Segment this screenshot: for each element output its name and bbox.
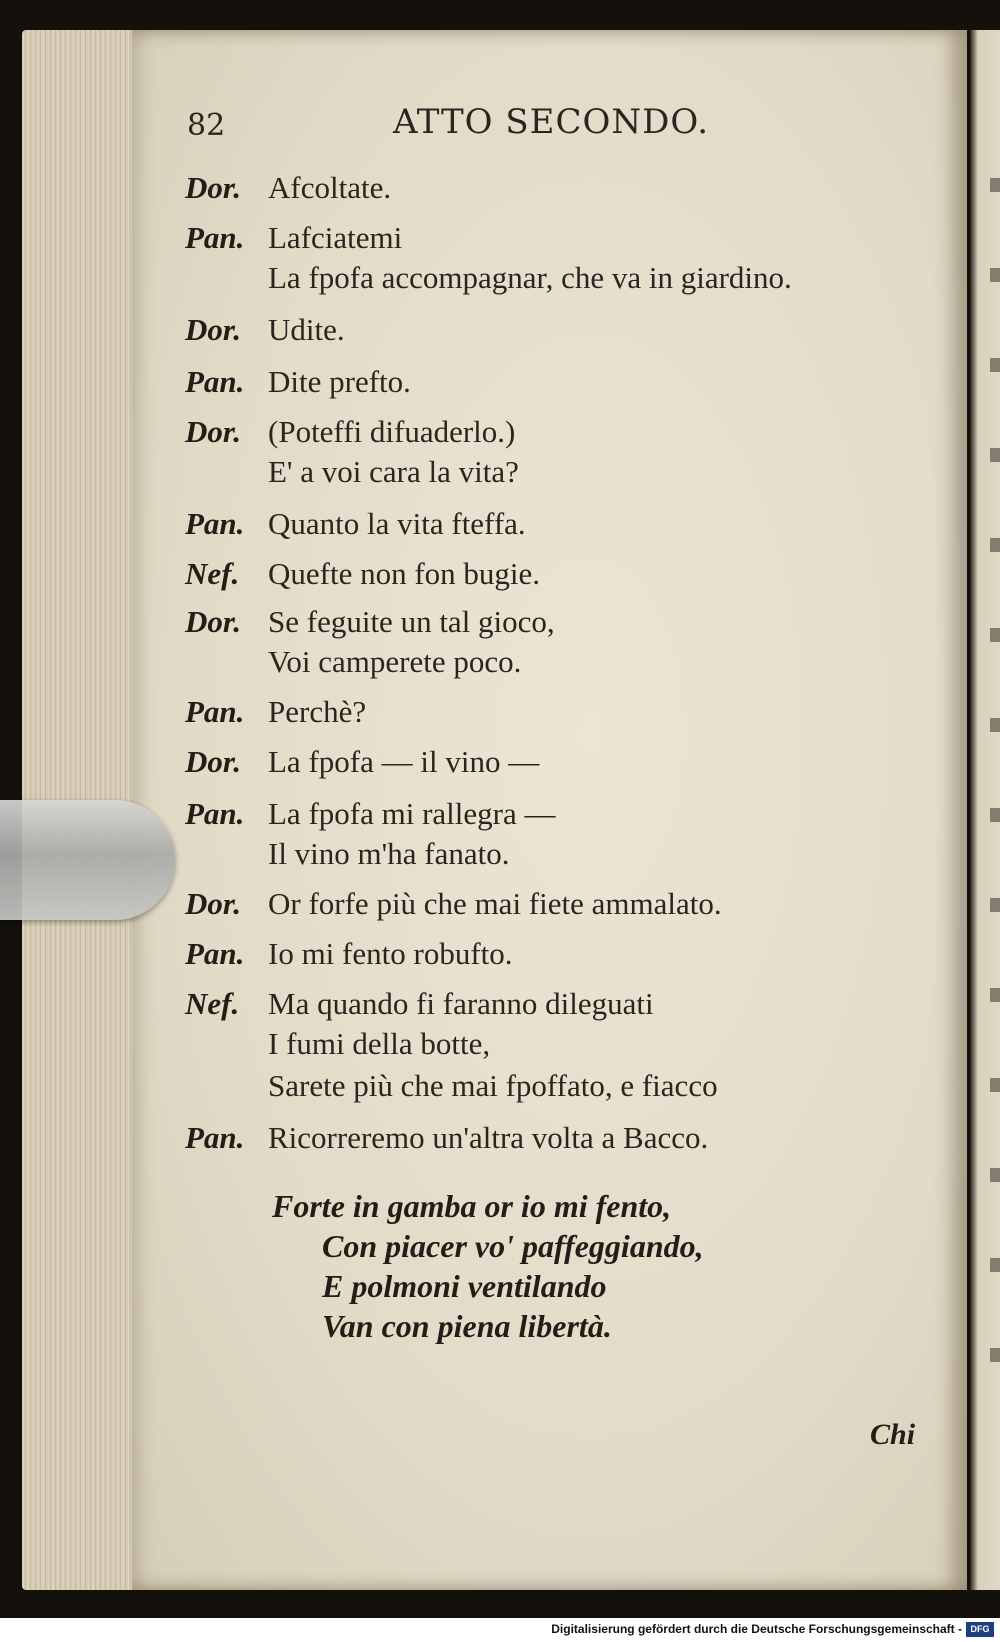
speaker-label: Dor.: [185, 312, 241, 347]
dialogue-line: Or forfe più che mai fiete ammalato.: [268, 886, 722, 921]
dialogue-line: La fpofa accompagnar, che va in giardino.: [268, 260, 792, 295]
speaker-label: Dor.: [185, 886, 241, 921]
catchword: Chi: [870, 1418, 916, 1451]
speaker-label: Pan.: [185, 364, 245, 399]
speaker-label: Pan.: [185, 694, 245, 729]
dialogue-line: Quefte non fon bugie.: [268, 556, 541, 591]
dialogue-line: La fpofa — il vino —: [268, 744, 540, 779]
dialogue-line: Quanto la vita fteffa.: [268, 506, 526, 541]
dialogue-line: La fpofa mi rallegra —: [268, 796, 556, 831]
speaker-label: Pan.: [185, 936, 245, 971]
speaker-label: Pan.: [185, 796, 245, 831]
speaker-label: Pan.: [185, 506, 245, 541]
speaker-label: Pan.: [185, 1120, 245, 1155]
speaker-label: Pan.: [185, 220, 245, 255]
dialogue-line: Ricorreremo un'altra volta a Bacco.: [268, 1120, 709, 1155]
digitization-footer: [0, 1618, 1000, 1642]
dialogue-line: Il vino m'ha fanato.: [268, 836, 510, 871]
dialogue-line: Sarete più che mai fpoffato, e fiacco: [268, 1068, 718, 1103]
aria-line: Con piacer vo' paffeggiando,: [322, 1228, 704, 1264]
dialogue-line: Ma quando fi faranno dileguati: [268, 986, 654, 1021]
facing-page-text-marks: [990, 130, 1000, 1430]
dialogue-line: Lafciatemi: [268, 220, 403, 255]
aria-line: Van con piena libertà.: [322, 1308, 612, 1344]
dialogue-line: Voi camperete poco.: [268, 644, 522, 679]
speaker-label: Dor.: [185, 604, 241, 639]
dialogue-line: Se feguite un tal gioco,: [268, 604, 555, 639]
speaker-label: Dor.: [185, 744, 241, 779]
dialogue-line: Afcoltate.: [268, 170, 392, 205]
dfg-logo: DFG: [966, 1622, 994, 1637]
page-holder-clip: [0, 800, 175, 920]
dialogue-line: Udite.: [268, 312, 345, 347]
speaker-label: Dor.: [185, 170, 241, 205]
dialogue-line: I fumi della botte,: [268, 1026, 491, 1061]
page-number: 82: [187, 108, 226, 143]
speaker-label: Nef.: [185, 986, 240, 1021]
speaker-label: Dor.: [185, 414, 241, 449]
dialogue-line: Dite prefto.: [268, 364, 411, 399]
funding-credit: Digitalisierung gefördert durch die Deutsche Forschungsgemeinschaft -: [551, 1622, 962, 1636]
speaker-label: Nef.: [185, 556, 240, 591]
facing-page-edge: [970, 30, 1000, 1590]
dialogue-line: Perchè?: [268, 694, 367, 729]
dialogue-line: (Poteffi difuaderlo.): [268, 414, 516, 449]
dialogue-line: E' a voi cara la vita?: [268, 454, 519, 489]
aria-line: E polmoni ventilando: [322, 1268, 607, 1304]
aria-line: Forte in gamba or io mi fento,: [272, 1188, 672, 1224]
dialogue-line: Io mi fento robufto.: [268, 936, 513, 971]
running-header: ATTO SECONDO.: [393, 102, 710, 142]
